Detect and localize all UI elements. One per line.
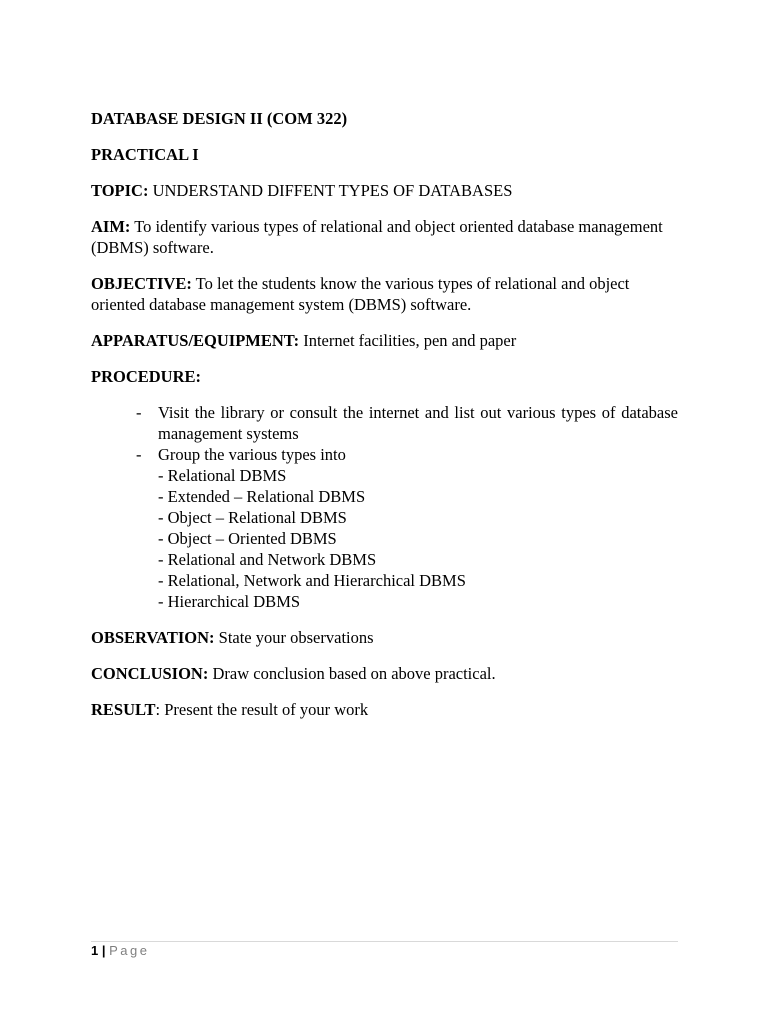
topic-text: UNDERSTAND DIFFENT TYPES OF DATABASES bbox=[148, 181, 513, 200]
page-footer bbox=[91, 943, 149, 959]
footer-divider bbox=[91, 941, 678, 942]
result-text: : Present the result of your work bbox=[155, 700, 369, 719]
aim-paragraph bbox=[91, 216, 678, 258]
list-item bbox=[91, 444, 678, 465]
apparatus-line bbox=[91, 330, 678, 351]
list-item-text: Visit the library or consult the internet and list out various types of database management systems bbox=[158, 403, 678, 443]
list-bullet: - bbox=[136, 403, 142, 422]
sub-list-item: - Extended – Relational DBMS bbox=[158, 487, 366, 506]
procedure-list bbox=[91, 402, 678, 612]
page-number: 1 bbox=[91, 943, 99, 958]
objective-text: To let the students know the various types of relational and object oriented database management system (DBMS) software. bbox=[91, 274, 630, 314]
sub-list-item: - Object – Relational DBMS bbox=[158, 508, 347, 527]
topic-line bbox=[91, 180, 678, 201]
list-item-text: Group the various types into bbox=[158, 445, 346, 464]
observation-line bbox=[91, 627, 678, 648]
aim-label: AIM: bbox=[91, 217, 131, 236]
aim-text: To identify various types of relational and object oriented database management (DBMS) software. bbox=[91, 217, 663, 257]
document-body bbox=[91, 108, 678, 735]
observation-label: OBSERVATION: bbox=[91, 628, 215, 647]
objective-paragraph bbox=[91, 273, 678, 315]
sub-list-item: - Relational DBMS bbox=[158, 466, 287, 485]
sub-list-item: - Relational, Network and Hierarchical DBMS bbox=[158, 571, 466, 590]
topic-label: TOPIC: bbox=[91, 181, 149, 200]
practical-heading: PRACTICAL I bbox=[91, 145, 199, 164]
apparatus-text: Internet facilities, pen and paper bbox=[299, 331, 517, 350]
list-item bbox=[91, 402, 678, 444]
conclusion-text: Draw conclusion based on above practical. bbox=[208, 664, 496, 683]
result-label: RESULT bbox=[91, 700, 156, 719]
objective-label: OBJECTIVE: bbox=[91, 274, 192, 293]
sub-list-item: - Relational and Network DBMS bbox=[158, 550, 377, 569]
result-line bbox=[91, 699, 678, 720]
apparatus-label: APPARATUS/EQUIPMENT: bbox=[91, 331, 300, 350]
sub-list-item: - Hierarchical DBMS bbox=[158, 592, 301, 611]
course-title: DATABASE DESIGN II (COM 322) bbox=[91, 109, 348, 128]
footer-separator: | bbox=[98, 943, 110, 958]
conclusion-label: CONCLUSION: bbox=[91, 664, 209, 683]
observation-text: State your observations bbox=[214, 628, 374, 647]
list-bullet: - bbox=[136, 445, 142, 464]
conclusion-line bbox=[91, 663, 678, 684]
procedure-heading: PROCEDURE: bbox=[91, 367, 201, 386]
sub-list-item: - Object – Oriented DBMS bbox=[158, 529, 337, 548]
page-label: Page bbox=[109, 943, 150, 958]
